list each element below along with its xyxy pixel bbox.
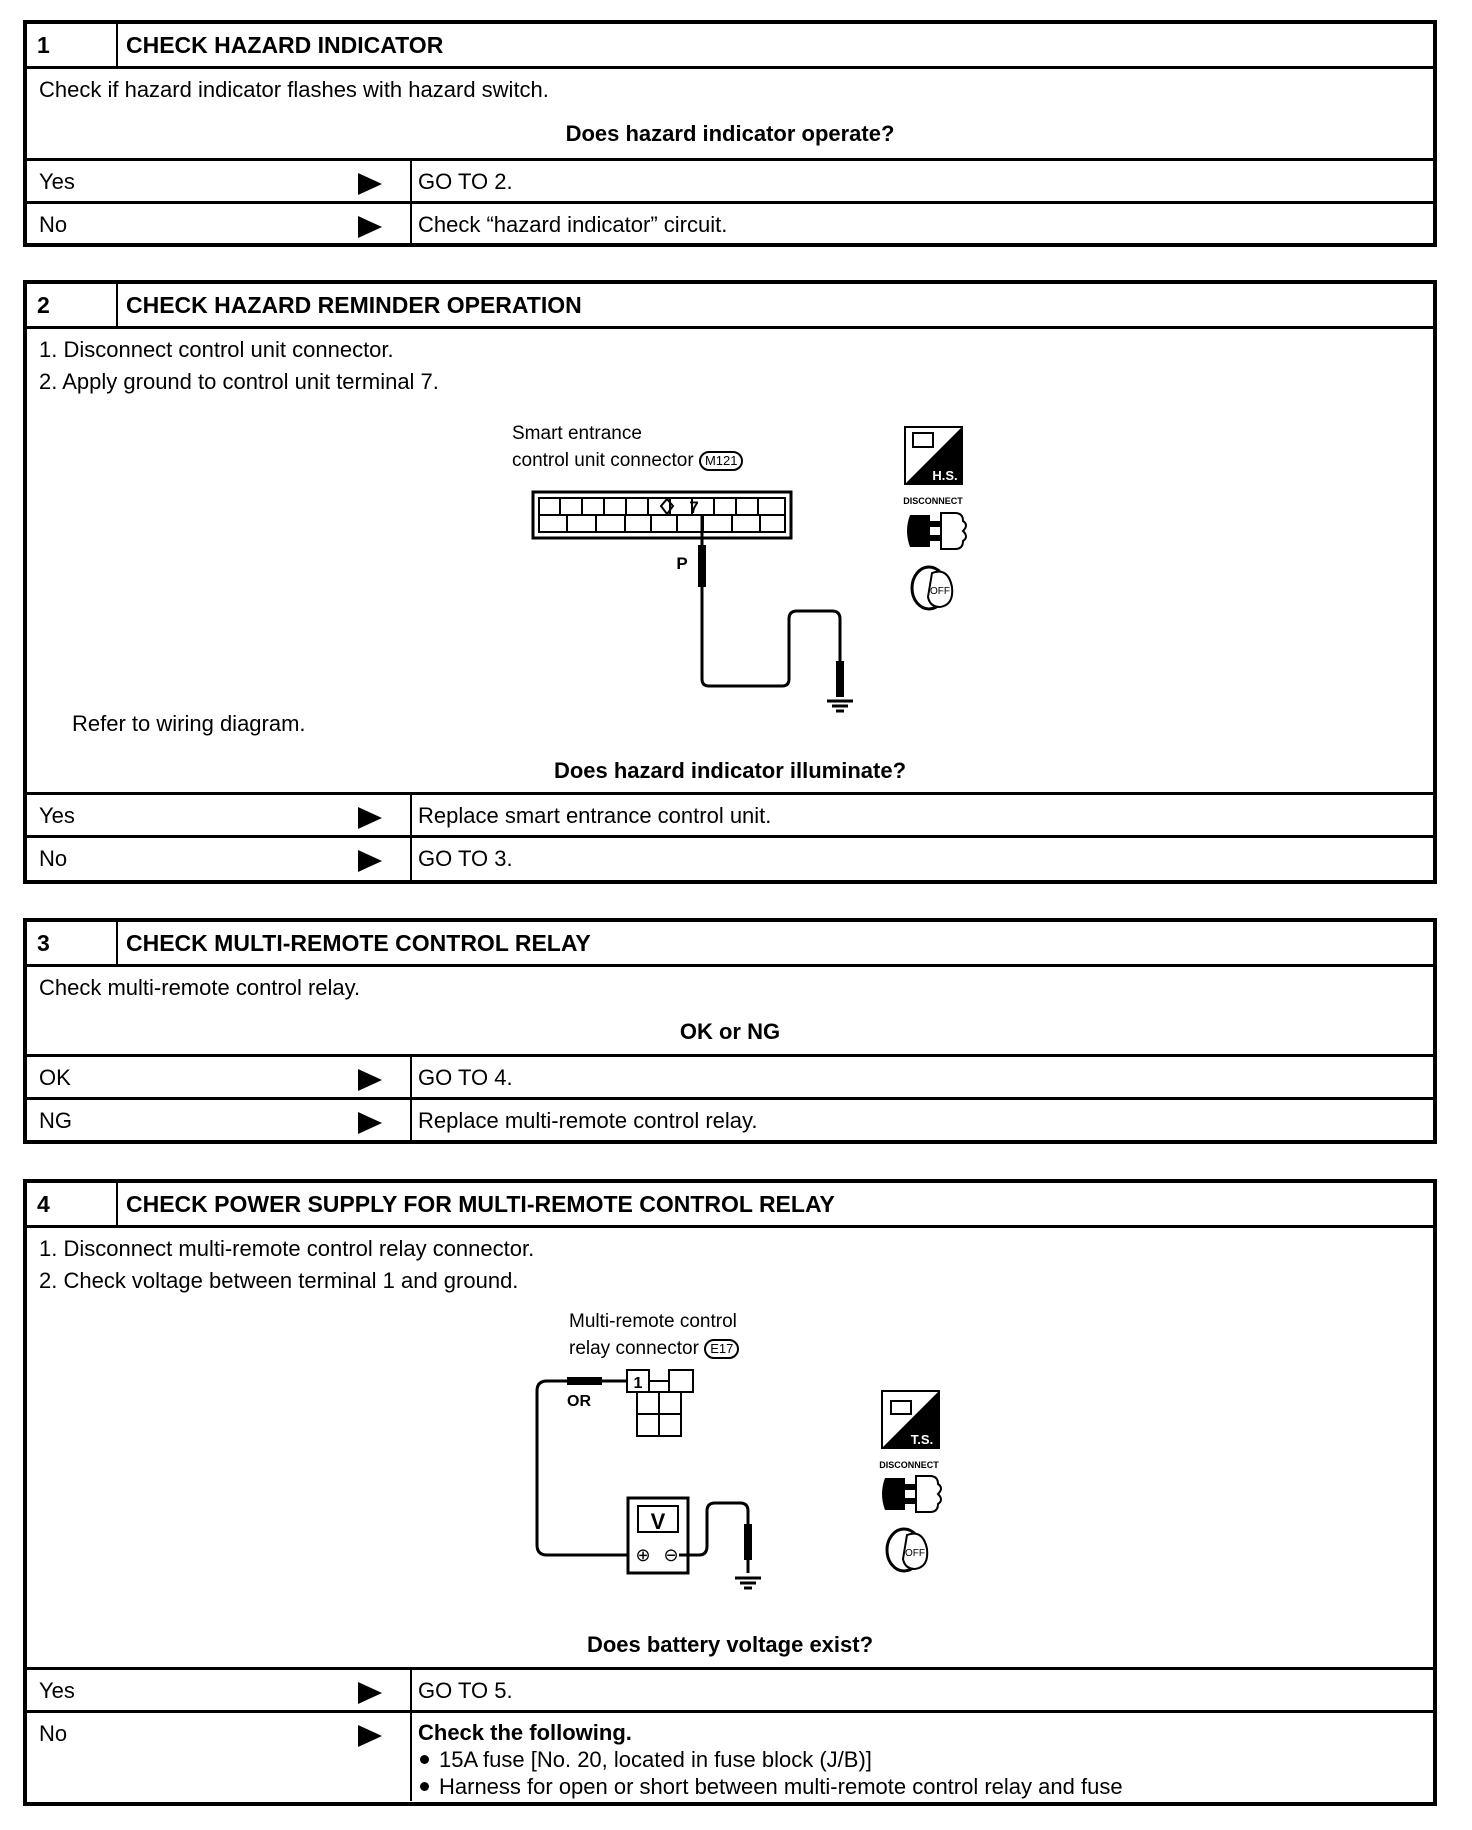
arrow-right-icon — [358, 216, 382, 238]
svg-text:DISCONNECT: DISCONNECT — [903, 496, 963, 506]
bullet-icon — [420, 1755, 429, 1764]
step-body — [27, 1228, 1433, 1670]
step-body — [27, 69, 1433, 161]
connector-label-line2: relay connector — [569, 1338, 699, 1359]
question: Does hazard indicator illuminate? — [553, 758, 907, 783]
result-action: Replace smart entrance control unit. — [418, 803, 772, 828]
result-row — [27, 1713, 1433, 1801]
arrow-right-icon — [358, 1069, 382, 1091]
connector-id-badge: M121 — [699, 451, 744, 471]
instruction: 2. Apply ground to control unit terminal 7. — [39, 369, 439, 394]
action-item-text: Harness for open or short between multi-remote control relay and fuse — [439, 1774, 1123, 1799]
note: Refer to wiring diagram. — [72, 711, 306, 736]
step-4-box — [23, 1179, 1437, 1806]
connector-label-line1: Multi-remote control — [569, 1311, 737, 1332]
arrow-right-icon — [358, 1725, 382, 1747]
step-number: 4 — [27, 1183, 118, 1225]
instruction: 1. Disconnect multi-remote control relay connector. — [39, 1236, 535, 1261]
step-3-box — [23, 918, 1437, 1144]
arrow-right-icon — [358, 173, 382, 195]
result-row — [27, 1670, 1433, 1713]
svg-text:⊕: ⊕ — [635, 1545, 651, 1566]
step-title: CHECK HAZARD REMINDER OPERATION — [126, 292, 582, 318]
result-action: GO TO 5. — [418, 1678, 513, 1703]
connector-id-badge: E17 — [704, 1339, 739, 1359]
step-header — [27, 922, 1433, 967]
svg-text:H.S.: H.S. — [932, 468, 958, 483]
result-action: Check “hazard indicator” circuit. — [418, 212, 728, 237]
step-number: 1 — [27, 24, 118, 66]
action-item — [418, 1773, 1123, 1800]
question: Does hazard indicator operate? — [565, 121, 895, 146]
key-diamond-icon — [661, 499, 673, 514]
terminal-side-icon — [882, 1391, 939, 1448]
step-title: CHECK HAZARD INDICATOR — [126, 32, 444, 58]
step-header — [27, 24, 1433, 69]
result-action — [412, 1713, 1123, 1801]
disconnect-icon — [903, 496, 966, 549]
result-action: GO TO 2. — [418, 169, 513, 194]
connector-label-line2: control unit connector — [512, 450, 694, 471]
instruction: Check multi-remote control relay. — [39, 975, 361, 1000]
step-header — [27, 284, 1433, 329]
arrow-right-icon — [358, 1112, 382, 1134]
arrow-right-icon — [358, 1682, 382, 1704]
disconnect-icon — [879, 1460, 941, 1512]
result-row — [27, 838, 1433, 881]
result-row — [27, 204, 1433, 247]
result-key: No — [39, 212, 68, 237]
result-action: Replace multi-remote control relay. — [418, 1108, 758, 1133]
result-row — [27, 1057, 1433, 1100]
instruction: Check if hazard indicator flashes with hazard switch. — [39, 77, 549, 102]
result-key: NG — [39, 1108, 72, 1133]
action-title: Check the following. — [418, 1720, 632, 1745]
svg-text:T.S.: T.S. — [910, 1432, 934, 1447]
relay-e17-voltage-diagram — [27, 1228, 1427, 1668]
action-item-text: 15A fuse [No. 20, located in fuse block (J/B)] — [439, 1747, 872, 1772]
svg-text:DISCONNECT: DISCONNECT — [879, 1460, 939, 1470]
ignition-off-icon — [887, 1529, 927, 1571]
result-row — [27, 795, 1433, 838]
result-key: No — [39, 1721, 68, 1746]
step-header — [27, 1183, 1433, 1228]
result-action: GO TO 4. — [418, 1065, 513, 1090]
arrow-right-icon — [358, 807, 382, 829]
ignition-off-icon — [912, 567, 952, 609]
question: Does battery voltage exist? — [586, 1632, 874, 1657]
wire-color-label: OR — [567, 1393, 591, 1410]
connector-label-line1: Smart entrance — [512, 423, 642, 444]
step-title: CHECK MULTI-REMOTE CONTROL RELAY — [126, 930, 591, 956]
result-key: OK — [39, 1065, 71, 1090]
step-1-box — [23, 20, 1437, 247]
svg-text:V: V — [650, 1509, 666, 1534]
step-2-box — [23, 280, 1437, 884]
bullet-icon — [420, 1782, 429, 1791]
step-title: CHECK POWER SUPPLY FOR MULTI-REMOTE CONTROL RELAY — [126, 1191, 835, 1217]
result-key: No — [39, 846, 68, 871]
result-action: GO TO 3. — [418, 846, 513, 871]
wire-color-label: P — [676, 554, 688, 573]
harness-side-icon — [905, 427, 962, 484]
step-number: 3 — [27, 922, 118, 964]
svg-text:OFF: OFF — [905, 1548, 925, 1559]
terminal-number: 7 — [689, 498, 699, 517]
step-body — [27, 329, 1433, 795]
step-number: 2 — [27, 284, 118, 326]
step-body — [27, 967, 1433, 1057]
voltmeter-icon — [628, 1498, 688, 1573]
result-key: Yes — [39, 1678, 75, 1703]
arrow-right-icon — [358, 850, 382, 872]
result-key: Yes — [39, 803, 75, 828]
terminal-number: 1 — [633, 1375, 643, 1392]
action-item — [418, 1746, 1123, 1773]
svg-text:⊖: ⊖ — [663, 1545, 679, 1566]
result-key: Yes — [39, 169, 75, 194]
result-row — [27, 161, 1433, 204]
instruction: 1. Disconnect control unit connector. — [39, 337, 394, 362]
question: OK or NG — [679, 1019, 781, 1044]
result-row — [27, 1100, 1433, 1143]
instruction: 2. Check voltage between terminal 1 and ground. — [39, 1268, 519, 1293]
svg-text:OFF: OFF — [930, 586, 950, 597]
